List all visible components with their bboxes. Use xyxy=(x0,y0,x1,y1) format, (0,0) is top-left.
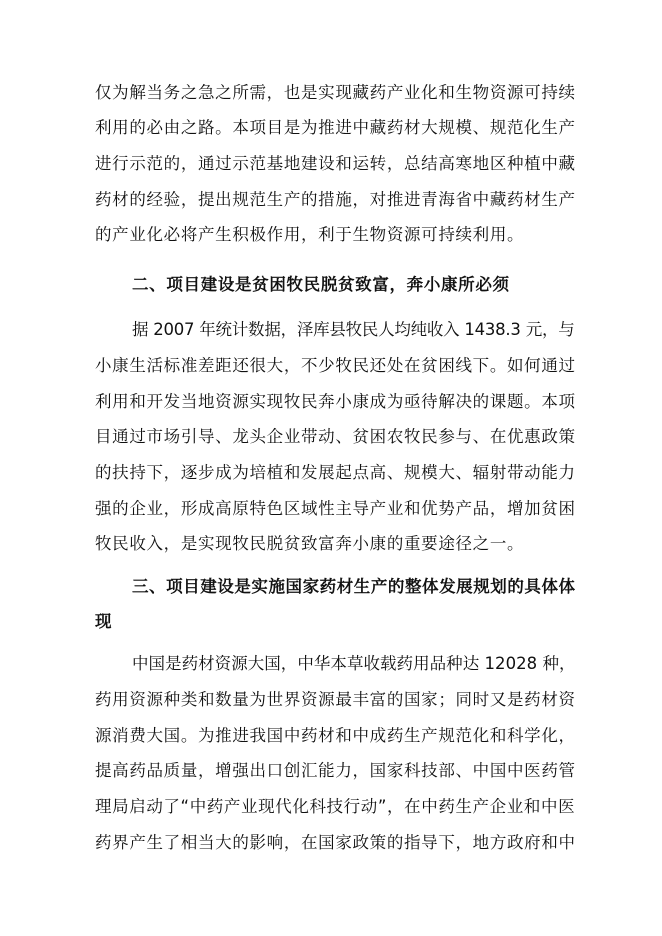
text-line-1: 仅为解当务之急之所需，也是实现藏药产业化和生物资源可持续 xyxy=(95,83,576,102)
text-line-2: 利用的必由之路。本项目是为推进中藏药材大规模、规范化生产 xyxy=(95,118,576,137)
text-line-8: 小康生活标准差距还很大，不少牧民还处在贫困线下。如何通过 xyxy=(95,356,576,375)
text-line-9: 利用和开发当地资源实现牧民奔小康成为亟待解决的课题。本项 xyxy=(95,392,576,411)
text-line-10: 目通过市场引导、龙头企业带动、贫困农牧民参与、在优惠政策 xyxy=(95,427,576,446)
text-line-16: 中国是药材资源大国，中华本草收载药用品种达 12028 种， xyxy=(132,654,576,673)
text-line-20: 理局启动了“中药产业现代化科技行动”，在中药生产企业和中医 xyxy=(95,797,576,816)
text-line-4: 药材的经验，提出规范生产的措施，对推进青海省中藏药材生产 xyxy=(95,190,576,209)
text-line-13: 牧民收入，是实现牧民脱贫致富奔小康的重要途径之一。 xyxy=(95,534,525,553)
text-line-21: 药界产生了相当大的影响，在国家政策的指导下，地方政府和中 xyxy=(95,833,576,852)
text-line-11: 的扶持下，逐步成为培植和发展起点高、规模大、辐射带动能力 xyxy=(95,463,576,482)
text-line-17: 药用资源种类和数量为世界资源最丰富的国家；同时又是药材资 xyxy=(95,690,576,709)
section-heading-3: 三、项目建设是实施国家药材生产的整体发展规划的具体体 xyxy=(132,577,576,596)
section-heading-2: 二、项目建设是贫困牧民脱贫致富，奔小康所必须 xyxy=(132,275,510,294)
text-line-19: 提高药品质量，增强出口创汇能力，国家科技部、中国中医药管 xyxy=(95,761,576,780)
section-heading-3-continued: 现 xyxy=(95,612,117,631)
text-line-3: 进行示范的，通过示范基地建设和运转，总结高寒地区种植中藏 xyxy=(95,154,576,173)
text-line-7: 据 2007 年统计数据，泽库县牧民人均纯收入 1438.3 元，与 xyxy=(132,320,575,339)
text-line-5: 的产业化必将产生积极作用，利于生物资源可持续利用。 xyxy=(95,225,525,244)
text-line-18: 源消费大国。为推进我国中药材和中成药生产规范化和科学化， xyxy=(95,726,576,745)
text-line-12: 强的企业，形成高原特色区域性主导产业和优势产品，增加贫困 xyxy=(95,499,576,518)
